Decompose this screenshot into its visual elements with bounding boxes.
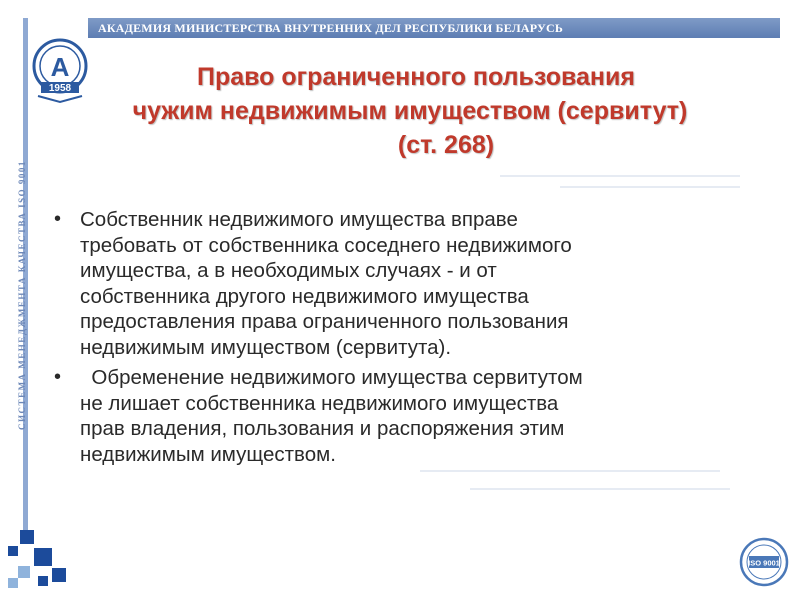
bullet-text-line: требовать от собственника соседнего недвижимого — [80, 233, 572, 257]
bullet-marker: • — [54, 208, 62, 230]
logo-letter: А — [50, 52, 70, 82]
decorative-squares — [8, 512, 72, 592]
bullet-text-line: собственника другого недвижимого имущества — [80, 284, 529, 308]
decorative-line — [560, 186, 740, 188]
iso-seal — [739, 537, 789, 587]
vertical-quality-text: СИСТЕМА МЕНЕДЖМЕНТА КАЧЕСТВА ISO 9001 — [17, 160, 27, 430]
decorative-line — [470, 488, 730, 490]
title-line: Право ограниченного пользования — [197, 63, 635, 91]
bullet-text-line: прав владения, пользования и распоряжения этим — [80, 417, 565, 440]
bullet-item — [52, 365, 752, 467]
title-line: чужим недвижимым имуществом (сервитут) — [132, 97, 688, 125]
decorative-square — [34, 548, 52, 566]
decorative-square — [52, 568, 66, 582]
bullet-text-line: недвижимым имуществом. — [80, 442, 336, 466]
header-bar — [88, 18, 780, 38]
decorative-square — [18, 566, 30, 578]
bullet-text-line: имущества, а в необходимых случаях - и от — [80, 259, 497, 282]
academy-name: АКАДЕМИЯ МИНИСТЕРСТВА ВНУТРЕННИХ ДЕЛ РЕСПУБЛИКИ БЕЛАРУСЬ — [98, 21, 563, 35]
decorative-square — [20, 530, 34, 544]
decorative-square — [8, 546, 18, 556]
decorative-line — [500, 175, 740, 177]
bullet-text-line: не лишает собственника недвижимого имущества — [80, 391, 559, 415]
logo-year: 1958 — [48, 83, 72, 94]
bullet-marker: • — [54, 366, 62, 388]
bullet-text-line: недвижимым имуществом (сервитута). — [80, 335, 452, 359]
bullet-text-line: Собственник недвижимого имущества вправе — [80, 208, 518, 231]
side-strip — [17, 140, 35, 450]
slide-title — [40, 60, 780, 162]
iso-label: ISO 9001 — [748, 558, 780, 568]
bullet-list — [52, 207, 752, 472]
bullet-item — [52, 207, 752, 360]
bullet-text-line: предоставления права ограниченного пользования — [80, 310, 569, 333]
decorative-square — [8, 578, 18, 588]
decorative-square — [38, 576, 48, 586]
title-line: (ст. 268) — [397, 131, 495, 159]
bullet-text-line: Обременение недвижимого имущества сервитутом — [80, 366, 583, 389]
